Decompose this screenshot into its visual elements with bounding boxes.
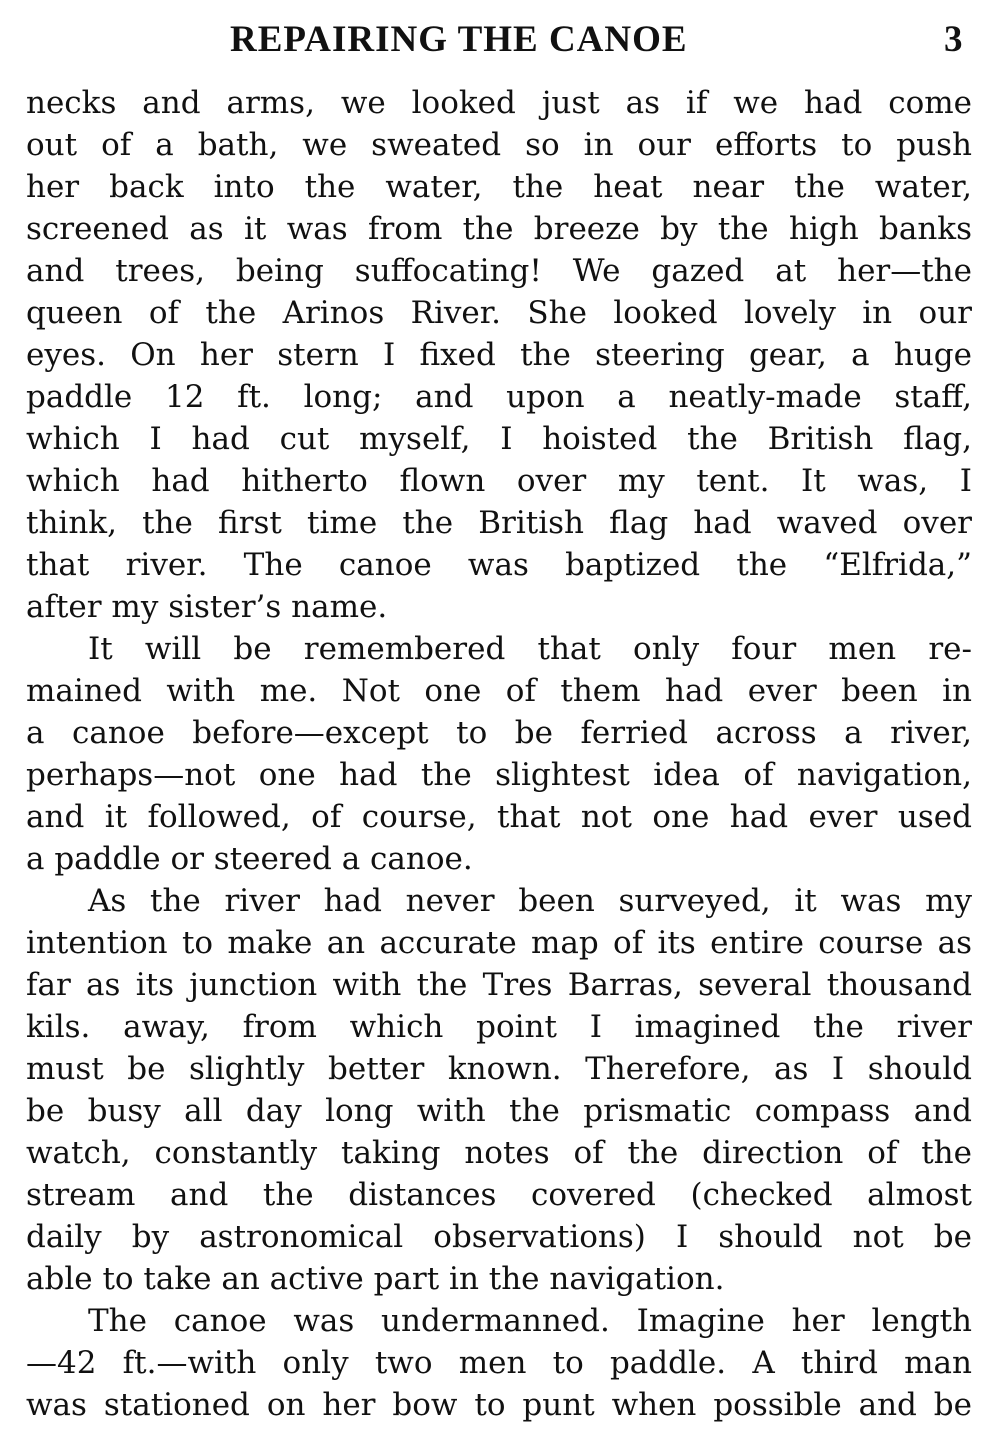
text-line-content: a paddle or steered a canoe. [26, 841, 473, 877]
text-line-content: daily by astronomical observations) I should not be [26, 1219, 972, 1255]
text-line-content: watch, constantly taking notes of the direction of the [26, 1135, 972, 1171]
text-line [26, 922, 972, 964]
text-line [26, 208, 972, 250]
text-line [26, 1384, 972, 1426]
text-line [26, 250, 972, 292]
text-line-content: The canoe was undermanned. Imagine her length [88, 1303, 972, 1339]
text-line-content: a canoe before—except to be ferried across a river, [26, 715, 972, 751]
text-line [26, 166, 972, 208]
text-line [26, 796, 972, 838]
text-line-content: able to take an active part in the navigation. [26, 1261, 725, 1297]
text-line-content: that river. The canoe was baptized the “Elfrida,” [26, 547, 972, 583]
text-line [26, 754, 972, 796]
chapter-title: REPAIRING THE CANOE [230, 19, 688, 60]
text-line-content: and it followed, of course, that not one had ever used [26, 799, 972, 835]
text-line-content: must be slightly better known. Therefore, as I should [26, 1051, 972, 1087]
text-line-content: necks and arms, we looked just as if we had come [26, 85, 972, 121]
text-line-content: be busy all day long with the prismatic compass and [26, 1093, 972, 1129]
text-line-content: which I had cut myself, I hoisted the British flag, [26, 421, 972, 457]
text-line-content: think, the first time the British flag had waved over [26, 505, 972, 541]
text-line-content: perhaps—not one had the slightest idea of navigation, [26, 757, 972, 793]
text-line-content: screened as it was from the breeze by the high banks [26, 211, 972, 247]
text-line-content: intention to make an accurate map of its entire course as [26, 925, 972, 961]
text-line-content: It will be remembered that only four men re- [88, 631, 972, 667]
text-line [26, 502, 972, 544]
text-line [26, 1300, 972, 1342]
text-line-content: kils. away, from which point I imagined the river [26, 1009, 972, 1045]
text-line [26, 1174, 972, 1216]
text-line [26, 880, 972, 922]
text-line [26, 1006, 972, 1048]
text-line [26, 1216, 972, 1258]
text-line [26, 334, 972, 376]
page-number: 3 [944, 19, 963, 60]
text-line [26, 586, 972, 628]
text-line [26, 712, 972, 754]
text-line [26, 1258, 972, 1300]
text-line [26, 460, 972, 502]
text-line [26, 124, 972, 166]
text-line [26, 82, 972, 124]
text-line-content: mained with me. Not one of them had ever been in [26, 673, 972, 709]
text-line [26, 418, 972, 460]
text-line-content: after my sister’s name. [26, 589, 388, 625]
text-line [26, 1132, 972, 1174]
text-line-content: stream and the distances covered (checked almost [26, 1177, 972, 1213]
text-line [26, 628, 972, 670]
text-line [26, 670, 972, 712]
text-line-content: and trees, being suffocating! We gazed at her—the [26, 253, 972, 289]
text-line [26, 1342, 972, 1384]
text-line [26, 376, 972, 418]
body-text [26, 82, 972, 1426]
text-line-content: her back into the water, the heat near the water, [26, 169, 972, 205]
text-line-content: queen of the Arinos River. She looked lovely in our [26, 295, 972, 331]
text-line [26, 1090, 972, 1132]
text-line [26, 1048, 972, 1090]
text-line-content: —42 ft.—with only two men to paddle. A third man [26, 1345, 972, 1381]
text-line-content: paddle 12 ft. long; and upon a neatly-made staff, [26, 379, 972, 415]
text-line-content: As the river had never been surveyed, it was my [88, 883, 972, 919]
text-line-content: which had hitherto flown over my tent. It was, I [26, 463, 972, 499]
text-line [26, 964, 972, 1006]
text-line [26, 544, 972, 586]
text-line [26, 838, 972, 880]
text-line-content: was stationed on her bow to punt when possible and be [26, 1387, 972, 1423]
text-line-content: far as its junction with the Tres Barras, several thousand [26, 967, 972, 1003]
text-line-content: out of a bath, we sweated so in our efforts to push [26, 127, 972, 163]
running-head [0, 18, 1000, 66]
text-line-content: eyes. On her stern I fixed the steering gear, a huge [26, 337, 972, 373]
text-line [26, 292, 972, 334]
